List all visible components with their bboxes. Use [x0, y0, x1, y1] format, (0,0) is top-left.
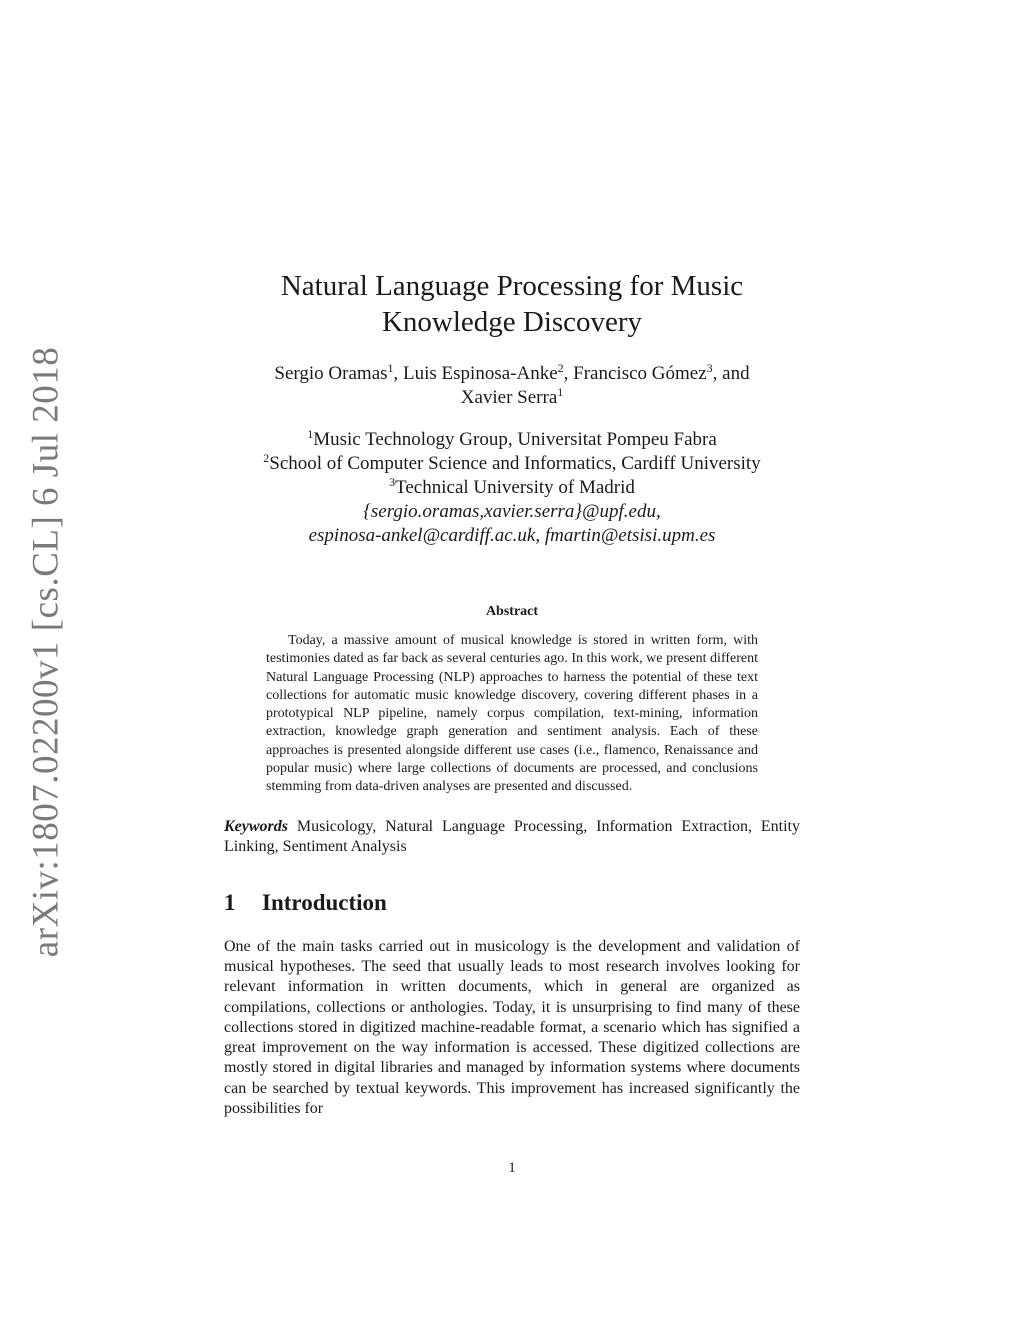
author-affil-mark: 3 — [706, 361, 713, 375]
author-conjunction: , and — [712, 363, 750, 384]
paper-page — [224, 268, 800, 1119]
page-number: 1 — [508, 1160, 516, 1176]
affiliation-mark: 2 — [263, 451, 270, 465]
arxiv-identifier: arXiv:1807.02200v1 [cs.CL] 6 Jul 2018 — [25, 346, 67, 958]
title-line-2: Knowledge Discovery — [381, 306, 643, 338]
keywords-label: Keywords — [224, 817, 288, 835]
introduction-paragraph: One of the main tasks carried out in musicology is the development and validation of musical hypotheses. The seed that usually leads to most research involves looking for relevant information in written documents, which in general are organized as compilations, collections or anthologies. Today, it is unsurprising to find many of these collections stored in digitized machine-readable format, a scenario which has signified a great improvement on the way information is accessed. These digitized collections are mostly stored in digital libraries and managed by information systems where documents can be searched by textual keywords. This improvement has increased significantly the possibilities for — [224, 937, 800, 1118]
affiliation-text: School of Computer Science and Informatics, Cardiff University — [269, 453, 761, 474]
keywords-text: Musicology, Natural Language Processing, Information Extraction, Entity Linking, Sentiment Analysis — [224, 817, 801, 855]
affiliation-line — [224, 452, 800, 476]
keywords-block — [224, 817, 800, 857]
title-line-1: Natural Language Processing for Music — [280, 270, 744, 302]
paper-title — [224, 268, 800, 340]
affiliation-block — [224, 428, 800, 548]
affiliation-text: Technical University of Madrid — [395, 477, 635, 498]
author-affil-mark: 1 — [387, 361, 394, 375]
section-title: Introduction — [262, 889, 387, 915]
email-line: {sergio.oramas,xavier.serra}@upf.edu, — [363, 501, 661, 522]
author-name: Xavier Serra — [460, 387, 558, 408]
author-name: Luis Espinosa-Anke — [403, 363, 558, 384]
author-affil-mark: 2 — [557, 361, 564, 375]
section-heading-introduction — [224, 889, 800, 917]
affiliation-mark: 3 — [389, 475, 396, 489]
author-name: Francisco Gómez — [573, 363, 707, 384]
author-affil-mark: 1 — [557, 385, 564, 399]
author-list: Sergio Oramas$^1$, Luis Espinosa-Anke$^2$, Francisco Gómez$^3$, and Xavier Serra$^1$ — [274, 361, 750, 408]
affiliation-text: Music Technology Group, Universitat Pompeu Fabra — [313, 429, 717, 450]
abstract-heading: Abstract — [485, 604, 539, 619]
affiliation-mark: 1 — [307, 427, 314, 441]
section-number: 1 — [224, 889, 236, 915]
affiliation-line — [224, 428, 800, 452]
email-line: espinosa-ankel@cardiff.ac.uk, fmartin@etsisi.upm.es — [308, 525, 716, 546]
author-name: Sergio Oramas — [274, 363, 388, 384]
abstract-text: Today, a massive amount of musical knowledge is stored in written form, with testimonies dated as far back as several centuries ago. In this work, we present different Natural Language Processing (NLP) approaches to harness the potential of these text collections for automatic music knowledge discovery, covering different phases in a prototypical NLP pipeline, namely corpus compilation, text-mining, information extraction, knowledge graph generation and sentiment analysis. Each of these approaches is presented alongside different use cases (i.e., flamenco, Renaissance and popular music) where large collections of documents are processed, and conclusions stemming from data-driven analyses are presented and discussed. — [266, 633, 758, 795]
affiliation-line — [224, 476, 800, 500]
